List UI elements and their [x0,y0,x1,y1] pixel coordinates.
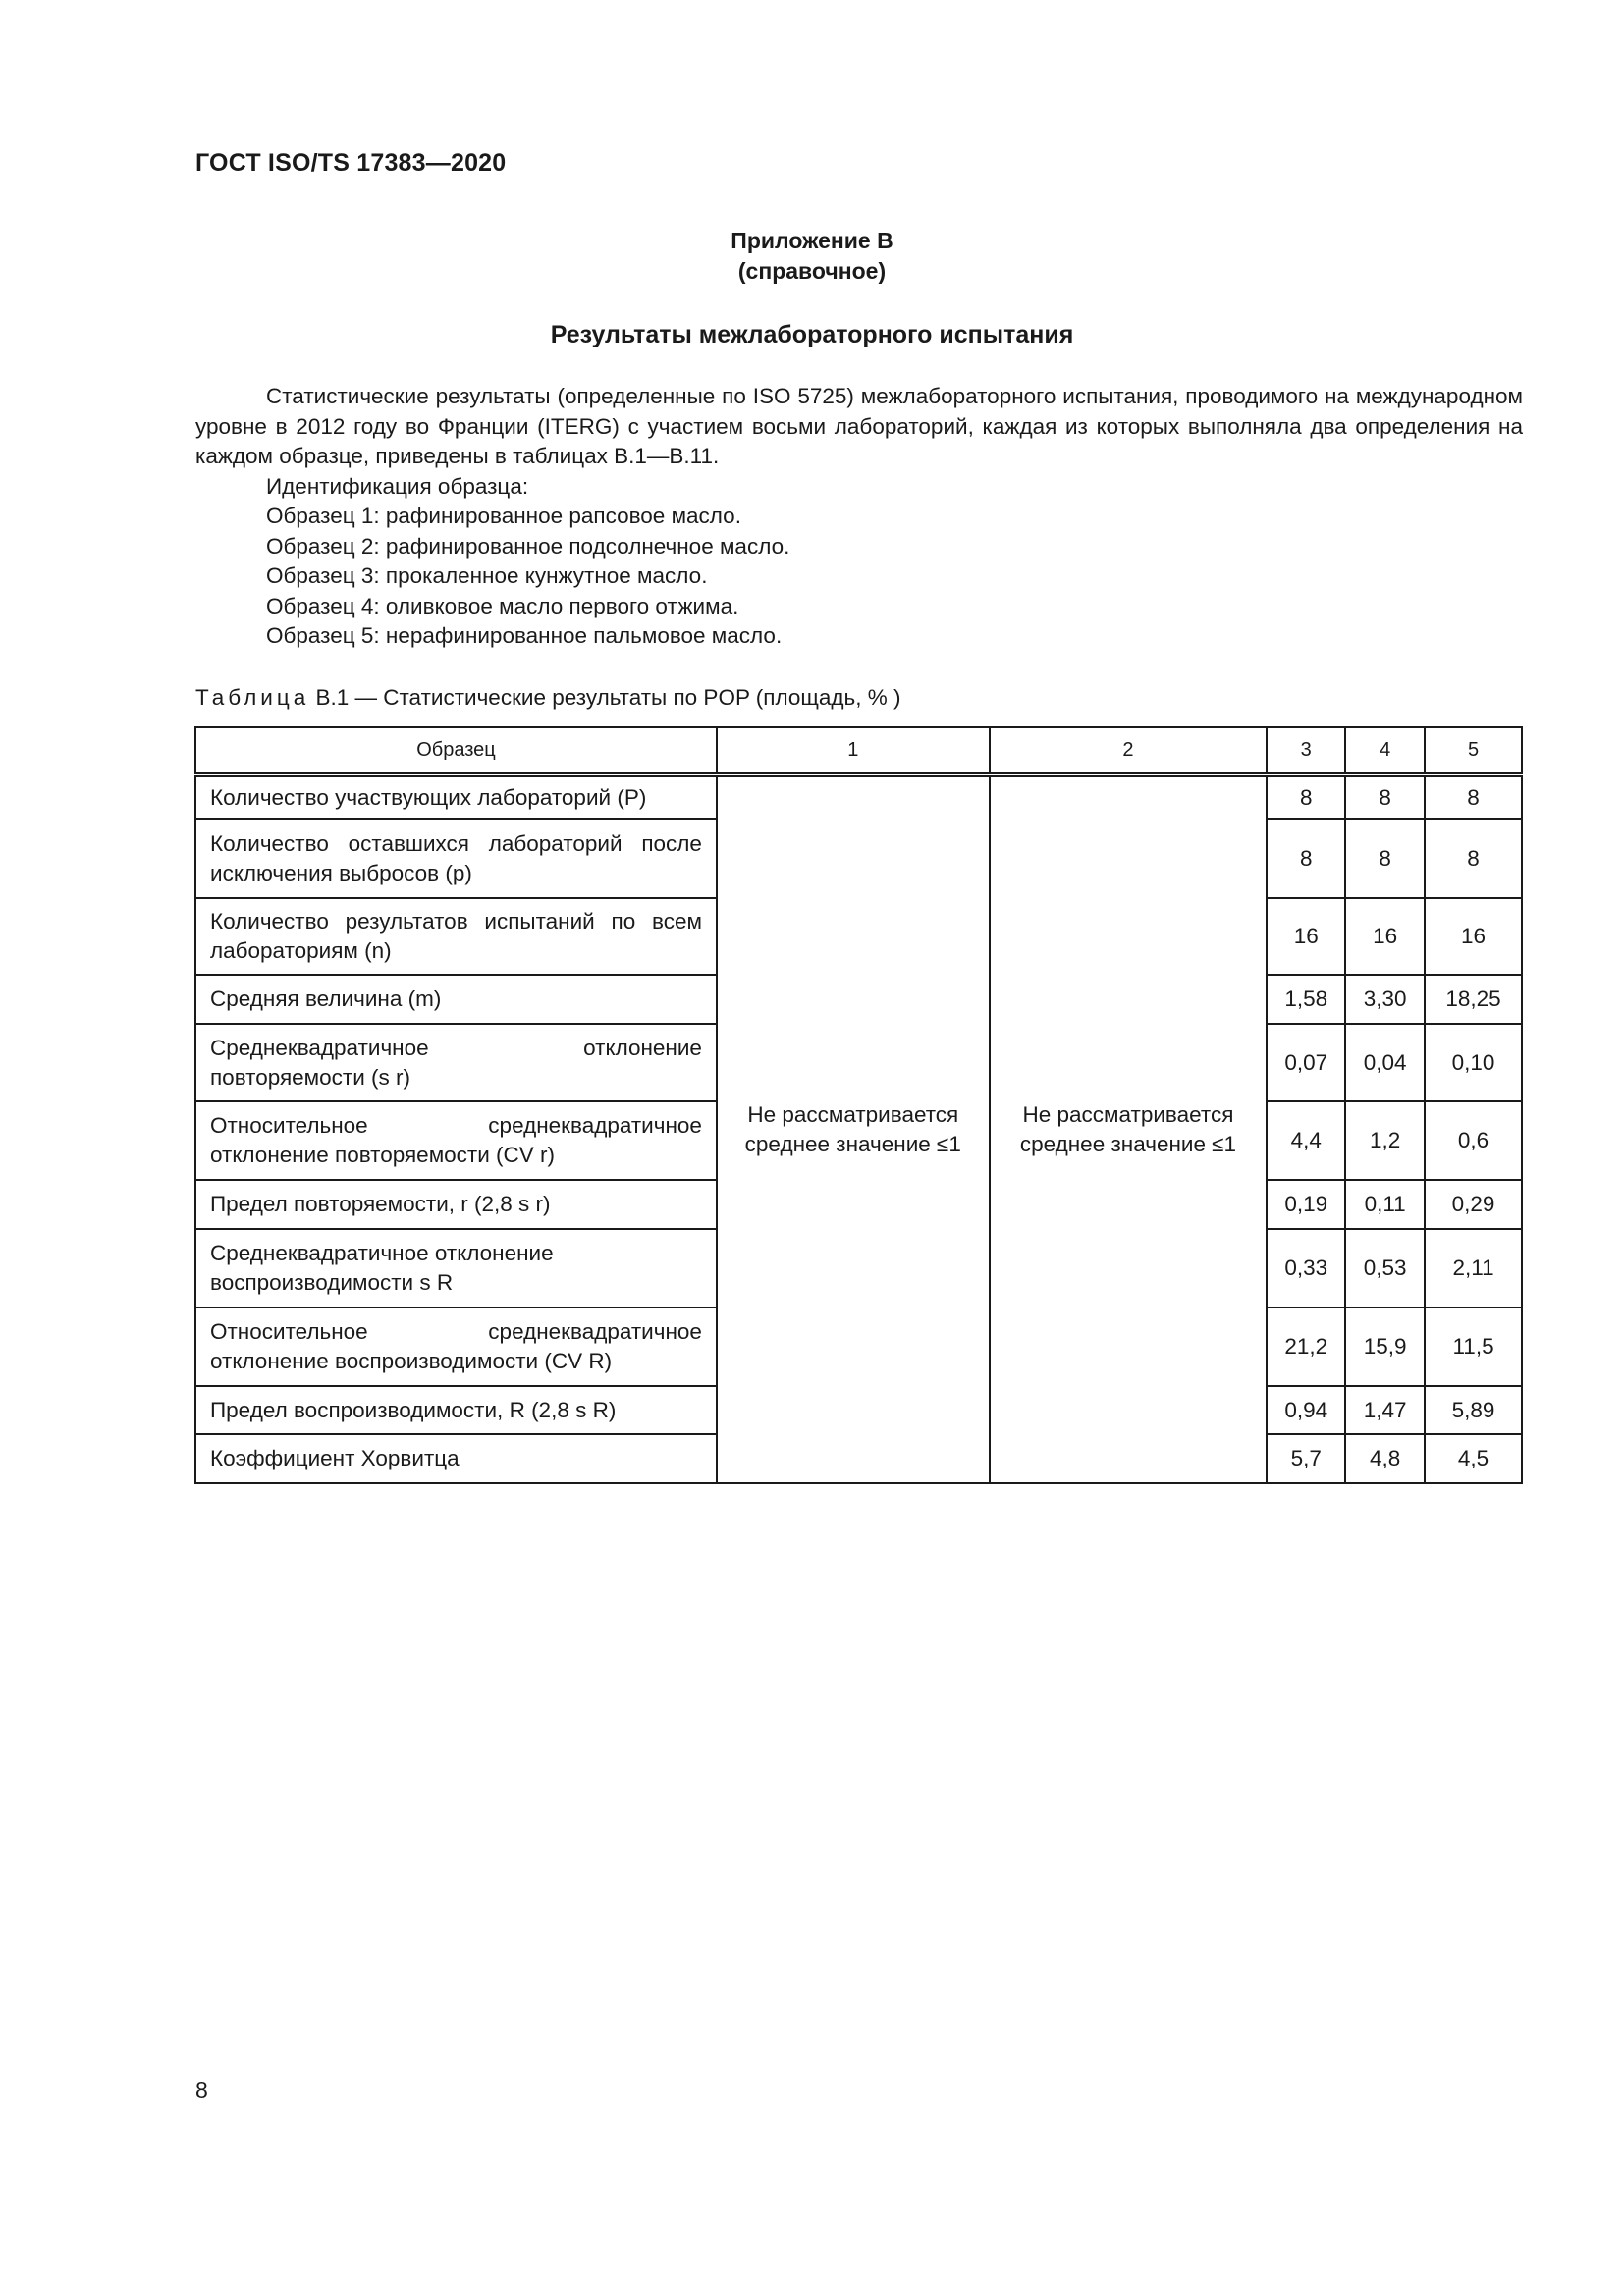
row-label: Коэффициент Хорвитца [195,1434,717,1483]
header-col-5: 5 [1425,727,1522,774]
intro-text [195,382,1523,652]
value-cell: 8 [1267,819,1345,898]
value-cell: 8 [1425,774,1522,819]
value-cell: 16 [1425,898,1522,975]
header-col-4: 4 [1345,727,1425,774]
value-cell: 16 [1345,898,1425,975]
value-cell: 4,5 [1425,1434,1522,1483]
sample-item: Образец 5: нерафинированное пальмовое масло. [266,623,783,648]
merged-note-sample-1: Не рассматривается среднее значение ≤1 [717,774,990,1483]
header-col-3: 3 [1267,727,1345,774]
value-cell: 8 [1267,774,1345,819]
row-label: Относительное среднеквадратичное отклонение воспроизводимости (CV R) [195,1308,717,1386]
value-cell: 15,9 [1345,1308,1425,1386]
table-caption [195,685,901,711]
identification-label: Идентификация образца: [266,473,529,499]
value-cell: 0,6 [1425,1101,1522,1180]
table-caption-text: В.1 — Статистические результаты по POP (площадь, % ) [309,685,901,710]
header-col-2: 2 [990,727,1268,774]
table-caption-prefix: Таблица [195,685,310,710]
value-cell: 4,8 [1345,1434,1425,1483]
page-number: 8 [195,2077,208,2103]
row-label: Среднеквадратичное отклонение воспроизводимости s R [195,1229,717,1308]
results-table [194,726,1523,1484]
row-label: Среднеквадратичное отклонение повторяемости (s r) [195,1024,717,1101]
table-header-row [195,727,1522,774]
row-label: Предел повторяемости, r (2,8 s r) [195,1180,717,1229]
value-cell: 18,25 [1425,975,1522,1024]
appendix-title: Приложение В [731,228,893,253]
row-label: Относительное среднеквадратичное отклонение повторяемости (CV r) [195,1101,717,1180]
appendix-subtitle: (справочное) [737,258,887,284]
value-cell: 2,11 [1425,1229,1522,1308]
value-cell: 0,29 [1425,1180,1522,1229]
header-sample: Образец [195,727,717,774]
value-cell: 4,4 [1267,1101,1345,1180]
intro-paragraph: Статистические результаты (определенные по ISO 5725) межлабораторного испытания, проводимого на международном уровне в 2012 году во Франции (ITERG) с участием восьми лабораторий, каждая из которых выполняла два определения на каждом образце, приведены в таблицах В.1—В.11. [195,384,1523,468]
value-cell: 1,47 [1345,1386,1425,1434]
merged-note-sample-2: Не рассматривается среднее значение ≤1 [990,774,1268,1483]
row-label: Количество оставшихся лабораторий после исключения выбросов (p) [195,819,717,898]
value-cell: 3,30 [1345,975,1425,1024]
value-cell: 0,11 [1345,1180,1425,1229]
value-cell: 0,53 [1345,1229,1425,1308]
value-cell: 0,94 [1267,1386,1345,1434]
value-cell: 1,2 [1345,1101,1425,1180]
value-cell: 5,7 [1267,1434,1345,1483]
sample-item: Образец 3: прокаленное кунжутное масло. [266,563,708,588]
value-cell: 5,89 [1425,1386,1522,1434]
row-label: Количество результатов испытаний по всем лабораториям (n) [195,898,717,975]
row-label: Средняя величина (m) [195,975,717,1024]
sample-item: Образец 2: рафинированное подсолнечное масло. [266,533,790,559]
value-cell: 11,5 [1425,1308,1522,1386]
table-row [195,774,1522,819]
value-cell: 0,33 [1267,1229,1345,1308]
value-cell: 0,19 [1267,1180,1345,1229]
row-label: Количество участвующих лабораторий (P) [195,774,717,819]
value-cell: 0,07 [1267,1024,1345,1101]
value-cell: 8 [1425,819,1522,898]
document-header: ГОСТ ISO/TS 17383—2020 [195,149,507,177]
header-col-1: 1 [717,727,990,774]
value-cell: 0,10 [1425,1024,1522,1101]
value-cell: 0,04 [1345,1024,1425,1101]
value-cell: 8 [1345,774,1425,819]
value-cell: 16 [1267,898,1345,975]
value-cell: 1,58 [1267,975,1345,1024]
value-cell: 21,2 [1267,1308,1345,1386]
section-title: Результаты межлабораторного испытания [550,321,1074,348]
sample-item: Образец 1: рафинированное рапсовое масло. [266,504,741,528]
value-cell: 8 [1345,819,1425,898]
row-label: Предел воспроизводимости, R (2,8 s R) [195,1386,717,1434]
sample-item: Образец 4: оливковое масло первого отжима. [266,593,739,618]
